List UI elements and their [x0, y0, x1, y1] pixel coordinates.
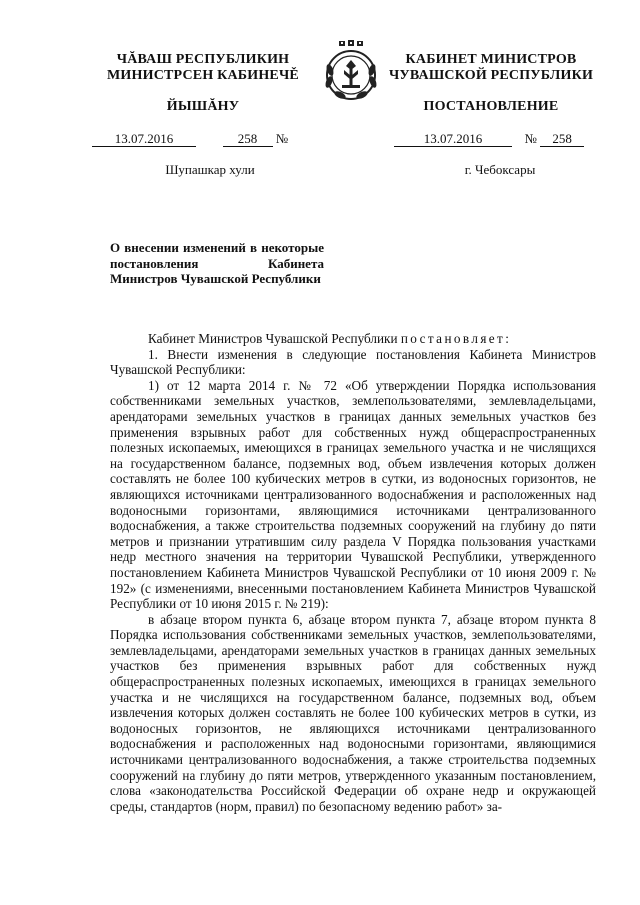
document-title: О внесении изменений в некоторые постановления Кабинета Министров Чувашской Республики [110, 240, 324, 286]
right-date: 13.07.2016 [394, 131, 512, 147]
right-number-sign: № [524, 131, 537, 146]
left-number-sign: № [275, 131, 289, 146]
right-date-number-line [394, 131, 624, 147]
left-org-line1: ЧĂВАШ РЕСПУБЛИКИН [116, 52, 290, 67]
left-place: Шупашкар хули [165, 162, 255, 177]
left-org-line2: МИНИСТРСЕН КАБИНЕЧĚ [107, 68, 299, 83]
intro-paragraph [110, 331, 596, 347]
paragraph-1: 1. Внести изменения в следующие постановления Кабинета Министров Чувашской Республики: [110, 346, 596, 378]
left-doc-type: ЙЫШĂНУ [166, 99, 240, 114]
left-number: 258 [223, 131, 273, 147]
right-org-line2: ЧУВАШСКОЙ РЕСПУБЛИКИ [388, 68, 594, 83]
intro-prefix: Кабинет Министров Чувашской Республики [148, 331, 398, 346]
right-doc-type: ПОСТАНОВЛЕНИЕ [423, 99, 559, 114]
right-org-line1: КАБИНЕТ МИНИСТРОВ [405, 52, 577, 67]
chuvash-republic-emblem-icon [320, 40, 382, 102]
right-org-name [376, 52, 606, 84]
left-date: 13.07.2016 [92, 131, 196, 147]
paragraph-1-1: 1) от 12 марта 2014 г. № 72 «Об утверждении Порядка использования собственниками земельных участков, землепользователями, землевладельцами, арендаторами земельных участков в границах данных земельных участков без применения взрывных работ для собственных нужд общераспространенных полезных ископаемых, имеющихся в границах земельного участка и не числящихся на государственном балансе, подземных вод, объем извлечения которых должен составлять не более 100 кубических метров в сутки, из водоносных горизонтов, не являющихся источниками централизованного водоснабжения и расположенных над водоносными горизонтами, являющимися источниками централизованного водоснабжения, а также строительства подземных сооружений на глубину до пяти метров и признании утратившим силу раздела V Порядка пользования участками недр местного значения на территории Чувашской Республики, утвержденного постановлением Кабинета Министров Чувашской Республики от 10 июня 2009 г. № 192» (с изменениями, внесенными постановлением Кабинета Министров Чувашской Республики от 10 июня 2015 г. № 219): [110, 377, 596, 612]
paragraph-amendment: в абзаце втором пункта 6, абзаце втором пункта 7, абзаце втором пункта 8 Порядка использования собственниками земельных участков, землепользователями, землевладельцами, арендаторами земельных участков в границах данных земельных участков без применения взрывных работ для собственных нужд общераспространенных полезных ископаемых, имеющихся в границах земельного участка и не числящихся на государственном балансе, подземных вод, объем извлечения которых должен составлять не более 100 кубических метров в сутки, из водоносных горизонтов, не являющихся источниками централизованного водоснабжения и расположенных над водоносными горизонтами, являющимися источниками централизованного водоснабжения, а также строительства подземных сооружений на глубину до пяти метров, утвержденного указанным постановлением, слова «законодательства Российской Федерации об охране недр и окружающей среды, стандартов (норм, правил) по безопасному ведению работ» за- [110, 611, 596, 814]
document-body [110, 331, 596, 814]
right-number: 258 [540, 131, 584, 147]
right-place: г. Чебоксары [464, 162, 536, 177]
left-date-number-line [92, 131, 322, 147]
left-org-name [88, 52, 318, 84]
intro-decree: постановляет: [400, 331, 512, 346]
